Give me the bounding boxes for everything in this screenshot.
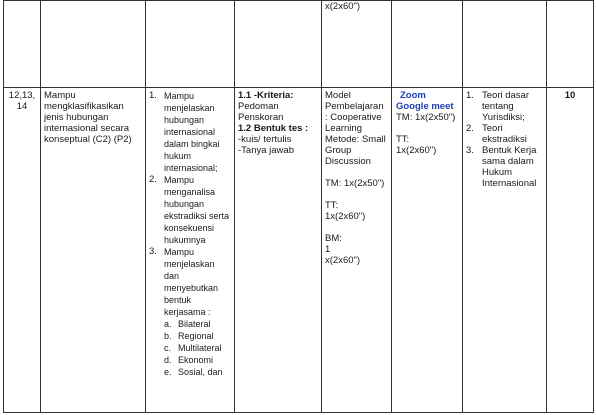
list-item: a. Bilateral <box>164 319 211 329</box>
cell-criteria-empty <box>235 1 322 88</box>
list-item: 2. Mampu menganalisa hubungan ekstradiksi serta konsekuensi hukumnya <box>149 174 230 245</box>
method-tm: TM: 1x(2x50") <box>325 178 385 189</box>
test-form-heading: 1.2 Bentuk tes : <box>238 123 309 134</box>
test-form-line: -Tanya jawab <box>238 145 294 156</box>
zoom-label: Zoom <box>400 90 426 101</box>
online-tt-value: 1x(2x60") <box>396 145 437 156</box>
competency-text: Mampu mengklasifikasikan jenis hubungan internasional secara konseptual (C2) (P2) <box>44 90 132 145</box>
criteria-line: Penskoran <box>238 112 284 123</box>
criteria-line: Pedoman <box>238 101 279 112</box>
list-item: 1. Teori dasar tentang Yurisdiksi; <box>466 90 529 123</box>
cell-method-top <box>322 1 392 88</box>
method-tt-label: TT: <box>325 200 339 211</box>
cell-criteria <box>235 88 322 413</box>
list-item: c. Multilateral <box>164 343 222 353</box>
material-list <box>466 90 543 189</box>
cell-score <box>547 88 594 413</box>
cell-online-empty <box>392 1 463 88</box>
online-tm: TM: 1x(2x50") <box>396 112 456 123</box>
test-form-line: -kuis/ tertulis <box>238 134 292 145</box>
indicator-list <box>149 90 231 378</box>
method-tt-value: 1x(2x60") <box>325 211 366 222</box>
list-item: 3. Mampu menjelaskan dan menyebutkan bentuk kerjasama : a. Bilateral b. Regional c. Multilateral d. Ekonomi e. Sosial, dan <box>149 246 231 378</box>
week-number: 12,13, 14 <box>8 90 36 112</box>
method-metode: Metode: Small Group Discussion <box>325 134 386 167</box>
cell-indicators-empty <box>146 1 235 88</box>
cell-score-empty <box>547 1 594 88</box>
method-bm-label: BM: <box>325 233 342 244</box>
list-item: e. Sosial, dan <box>164 367 223 377</box>
online-tt-label: TT: <box>396 134 410 145</box>
list-item: 2. Teori ekstradiksi <box>466 123 527 145</box>
method-bm-value: 1 <box>325 244 331 255</box>
method-model: Model Pembelajaran : Cooperative Learning <box>325 90 384 134</box>
cell-competency <box>41 88 146 413</box>
list-item: d. Ekonomi <box>164 355 214 365</box>
cell-week-empty <box>4 1 41 88</box>
google-meet-label: Google meet <box>396 101 454 112</box>
cell-week <box>4 88 41 413</box>
cell-online <box>392 88 463 413</box>
cooperation-list <box>164 318 231 378</box>
list-item: 3. Bentuk Kerja sama dalam Hukum Internasional <box>466 145 537 189</box>
cell-material-empty <box>463 1 547 88</box>
cell-indicators <box>146 88 235 413</box>
list-item: 1. Mampu menjelaskan hubungan internasional dalam bingkai hukum internasional; <box>149 90 220 173</box>
method-top-text: x(2x60") <box>325 1 361 12</box>
criteria-heading: 1.1 -Kriteria: <box>238 90 294 101</box>
cell-material <box>463 88 547 413</box>
rps-table <box>3 0 594 413</box>
list-item: b. Regional <box>164 331 214 341</box>
table-row <box>4 1 594 88</box>
cell-competency-empty <box>41 1 146 88</box>
method-bm-value: x(2x60") <box>325 255 361 266</box>
table-row <box>4 88 594 413</box>
cell-method <box>322 88 392 413</box>
score-value: 10 <box>564 90 576 101</box>
